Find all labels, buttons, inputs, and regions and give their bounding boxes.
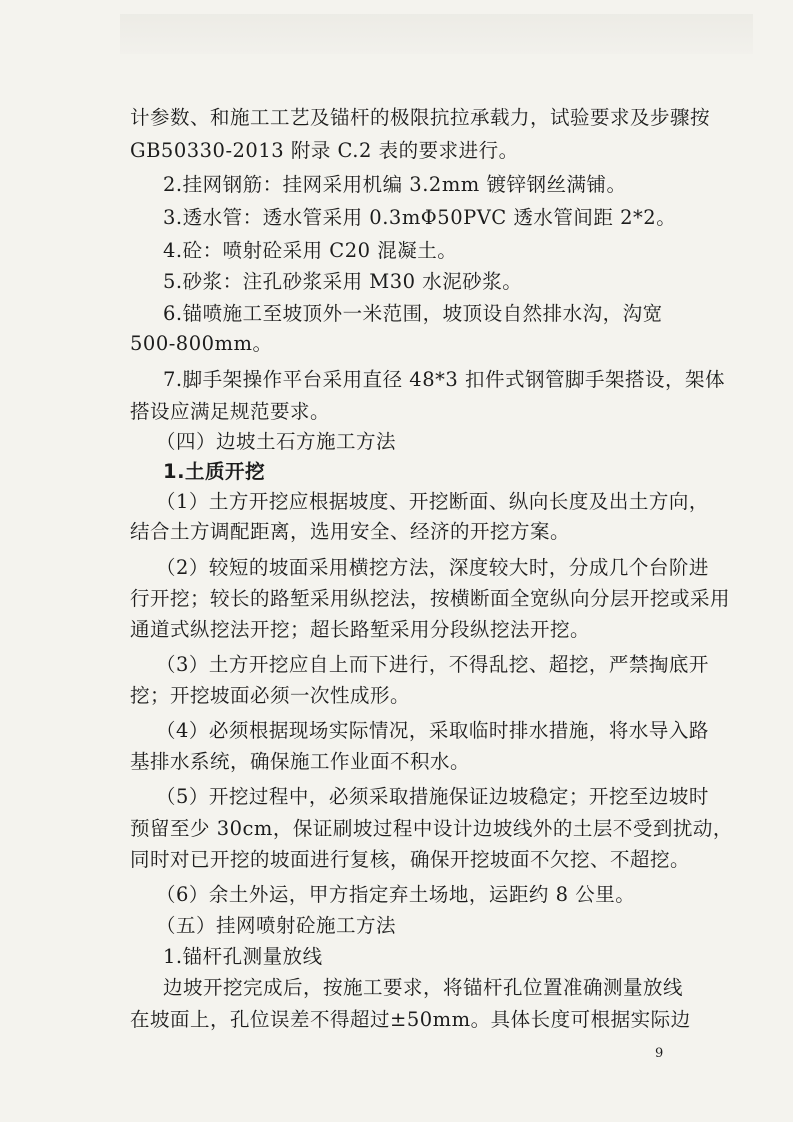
text-line: 结合土方调配距离，选用安全、经济的开挖方案。 (130, 520, 571, 543)
section-heading: （五）挂网喷射砼施工方法 (156, 914, 397, 937)
text-line: 2.挂网钢筋：挂网采用机编 3.2mm 镀锌钢丝满铺。 (163, 173, 627, 196)
text-line: （5）开挖过程中，必须采取措施保证边坡稳定；开挖至边坡时 (156, 785, 709, 808)
text-line: 通道式纵挖法开挖；超长路堑采用分段纵挖法开挖。 (130, 618, 591, 641)
subsection-heading: 1.土质开挖 (163, 460, 265, 483)
text-line: （3）土方开挖应自上而下进行，不得乱挖、超挖，严禁掏底开 (156, 653, 709, 676)
text-line: 同时对已开挖的坡面进行复核，确保开挖坡面不欠挖、不超挖。 (130, 848, 691, 871)
text-line: 行开挖；较长的路堑采用纵挖法，按横断面全宽纵向分层开挖或采用 (130, 587, 731, 610)
text-line: 基排水系统，确保施工作业面不积水。 (130, 750, 471, 773)
text-line: 6.锚喷施工至坡顶外一米范围，坡顶设自然排水沟，沟宽 (163, 302, 663, 325)
text-line: （4）必须根据现场实际情况，采取临时排水措施，将水导入路 (156, 719, 709, 742)
page-number: 9 (655, 1046, 664, 1061)
text-line: 7.脚手架操作平台采用直径 48*3 扣件式钢管脚手架搭设，架体 (163, 368, 725, 391)
text-line: （2）较短的坡面采用横挖方法，深度较大时，分成几个台阶进 (156, 556, 709, 579)
text-line: 5.砂浆：注孔砂浆采用 M30 水泥砂浆。 (163, 270, 523, 293)
text-line: 计参数、和施工工艺及锚杆的极限抗拉承载力，试验要求及步骤按 (130, 106, 711, 129)
section-heading: （四）边坡土石方施工方法 (156, 430, 397, 453)
text-line: 搭设应满足规范要求。 (130, 400, 331, 423)
text-line: 4.砼：喷射砼采用 C20 混凝土。 (163, 239, 458, 262)
text-line: 挖；开挖坡面必须一次性成形。 (130, 684, 411, 707)
text-line: 在坡面上，孔位误差不得超过±50mm。具体长度可根据实际边 (130, 1008, 691, 1031)
text-line: GB50330-2013 附录 C.2 表的要求进行。 (130, 139, 519, 162)
text-line: 500-800mm。 (130, 332, 273, 355)
bleed-through-shadow (120, 14, 753, 54)
text-line: 3.透水管：透水管采用 0.3mΦ50PVC 透水管间距 2*2。 (163, 206, 677, 229)
text-line: （6）余土外运，甲方指定弃土场地，运距约 8 公里。 (156, 883, 636, 906)
text-line: 边坡开挖完成后，按施工要求，将锚杆孔位置准确测量放线 (163, 976, 684, 999)
text-line: 预留至少 30cm，保证刷坡过程中设计边坡线外的土层不受到扰动， (130, 817, 733, 840)
text-line: （1）土方开挖应根据坡度、开挖断面、纵向长度及出土方向， (156, 490, 709, 513)
subsection-heading: 1.锚杆孔测量放线 (163, 945, 323, 968)
